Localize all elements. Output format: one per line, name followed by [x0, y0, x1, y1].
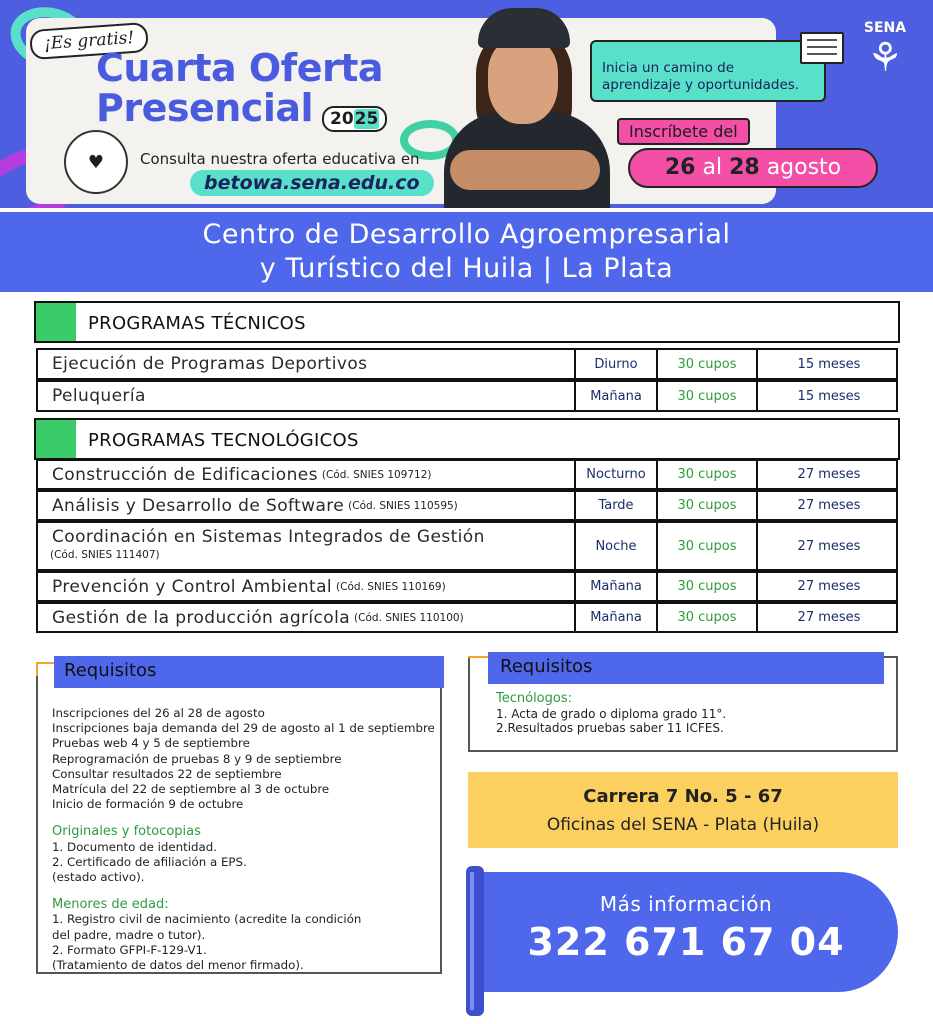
center-line-1: Centro de Desarrollo Agroempresarial	[202, 219, 731, 250]
program-duration: 27 meses	[756, 523, 900, 569]
sena-logo	[858, 20, 912, 92]
requirements-left	[36, 662, 442, 974]
date-from: 26	[664, 155, 696, 180]
section-header-tecnicos	[34, 301, 900, 343]
header-banner	[0, 0, 933, 208]
program-schedule: Mañana	[574, 604, 656, 631]
requirements-right	[468, 656, 898, 752]
program-snies: (Cód. SNIES 110595)	[348, 499, 458, 512]
program-name	[52, 382, 146, 410]
program-seats: 30 cupos	[656, 604, 756, 631]
originales-item: (estado activo).	[52, 870, 145, 885]
program-seats: 30 cupos	[656, 350, 756, 378]
address-line-2: Oficinas del SENA - Plata (Huila)	[546, 815, 820, 835]
info-box	[474, 872, 898, 992]
program-seats: 30 cupos	[656, 573, 756, 600]
program-seats: 30 cupos	[656, 461, 756, 488]
menores-item: 1. Registro civil de nacimiento (acredite la condición	[52, 912, 362, 927]
program-snies: (Cód. SNIES 109712)	[321, 468, 432, 481]
requirements-body	[52, 706, 438, 973]
program-duration: 15 meses	[756, 382, 900, 410]
program-duration: 27 meses	[756, 573, 900, 600]
requirements-title: Requisitos	[488, 652, 884, 684]
date-item: Inicio de formación 9 de octubre	[52, 797, 244, 812]
sena-logo-icon: ⚘	[867, 35, 903, 81]
program-row	[36, 571, 898, 602]
program-name	[52, 461, 432, 488]
title-line-1: Cuarta Oferta	[96, 46, 384, 90]
requirements-title: Requisitos	[54, 656, 444, 688]
date-to: 28	[729, 155, 760, 180]
date-item: Reprogramación de pruebas 8 y 9 de septiembre	[52, 751, 342, 766]
year-part: 20	[330, 109, 354, 129]
menores-item: del padre, madre o tutor).	[52, 927, 206, 942]
program-name	[52, 573, 446, 600]
program-row	[36, 348, 898, 380]
address-line-1: Carrera 7 No. 5 - 67	[583, 786, 783, 807]
date-item: Inscripciones baja demanda del 29 de agosto al 1 de septiembre	[52, 721, 435, 736]
originales-title: Originales y fotocopias	[52, 824, 201, 840]
free-tag: ¡Es gratis!	[29, 22, 149, 60]
date-month: agosto	[766, 155, 842, 180]
program-row	[36, 380, 898, 412]
center-line-2: y Turístico del Huila | La Plata	[259, 253, 674, 284]
program-label: Construcción de Edificaciones	[52, 464, 318, 485]
date-item: Inscripciones del 26 al 28 de agosto	[52, 706, 265, 720]
inicia-box: Inicia un camino de aprendizaje y oportunidades.	[590, 40, 826, 102]
program-snies: (Cód. SNIES 110169)	[336, 580, 446, 593]
program-label: Prevención y Control Ambiental	[52, 576, 333, 597]
scroll-decoration-icon	[466, 866, 484, 1016]
inscribete-label: Inscríbete del	[617, 118, 750, 145]
address-box	[468, 772, 898, 848]
date-mid: al	[702, 155, 723, 180]
document-icon	[800, 32, 844, 64]
center-title-bar	[0, 212, 933, 292]
student-photo	[430, 0, 620, 208]
program-snies: (Cód. SNIES 111407)	[50, 549, 160, 561]
program-duration: 27 meses	[756, 461, 900, 488]
website-link[interactable]: betowa.sena.edu.co	[190, 170, 434, 196]
phone-number[interactable]: 322 671 67 04	[527, 920, 845, 964]
program-seats: 30 cupos	[656, 492, 756, 519]
menores-title: Menores de edad:	[52, 897, 169, 913]
section-header-tecnologos	[34, 418, 900, 460]
title-line-2: Presencial	[96, 86, 314, 130]
program-seats: 30 cupos	[656, 382, 756, 410]
program-schedule: Noche	[574, 523, 656, 569]
program-snies: (Cód. SNIES 110100)	[354, 611, 464, 624]
program-schedule: Nocturno	[574, 461, 656, 488]
program-row	[36, 459, 898, 490]
requirements-body	[496, 692, 726, 736]
program-duration: 27 meses	[756, 492, 900, 519]
program-name	[52, 350, 367, 378]
section-title: PROGRAMAS TÉCNICOS	[88, 313, 306, 334]
program-row	[36, 521, 898, 571]
menores-item: 2. Formato GFPI-F-129-V1.	[52, 942, 207, 957]
program-name	[52, 604, 464, 631]
program-schedule: Diurno	[574, 350, 656, 378]
logo-text: SENA	[863, 20, 907, 36]
year-badge	[322, 106, 387, 132]
year-part-highlight: 25	[354, 109, 379, 129]
originales-item: 2. Certificado de afiliación a EPS.	[52, 854, 247, 869]
program-label: Gestión de la producción agrícola	[52, 607, 351, 628]
program-label: Ejecución de Programas Deportivos	[52, 354, 368, 374]
tecnologos-title: Tecnólogos:	[496, 691, 572, 706]
program-seats: 30 cupos	[656, 523, 756, 569]
program-name	[52, 492, 458, 519]
info-label: Más información	[599, 892, 773, 916]
originales-item: 1. Documento de identidad.	[52, 839, 217, 854]
program-duration: 15 meses	[756, 350, 900, 378]
program-row	[36, 490, 898, 521]
section-title: PROGRAMAS TECNOLÓGICOS	[88, 430, 359, 451]
program-schedule: Mañana	[574, 382, 656, 410]
date-item: Pruebas web 4 y 5 de septiembre	[52, 736, 250, 751]
date-item: Matrícula del 22 de septiembre al 3 de octubre	[52, 782, 330, 797]
program-row	[36, 602, 898, 633]
program-duration: 27 meses	[756, 604, 900, 631]
program-label: Análisis y Desarrollo de Software	[52, 495, 345, 516]
program-label: Peluquería	[52, 386, 146, 406]
date-item: Consultar resultados 22 de septiembre	[52, 766, 282, 781]
program-schedule: Mañana	[574, 573, 656, 600]
requirement-item: 2.Resultados pruebas saber 11 ICFES.	[496, 721, 724, 735]
enrollment-dates	[628, 148, 878, 188]
program-schedule: Tarde	[574, 492, 656, 519]
consulta-text: Consulta nuestra oferta educativa en	[140, 150, 420, 168]
menores-item: (Tratamiento de datos del menor firmado).	[52, 958, 304, 973]
program-label: Coordinación en Sistemas Integrados de Gestión	[52, 527, 485, 547]
requirement-item: 1. Acta de grado o diploma grado 11°.	[496, 706, 727, 721]
heart-seal-icon: ♥	[64, 130, 128, 194]
